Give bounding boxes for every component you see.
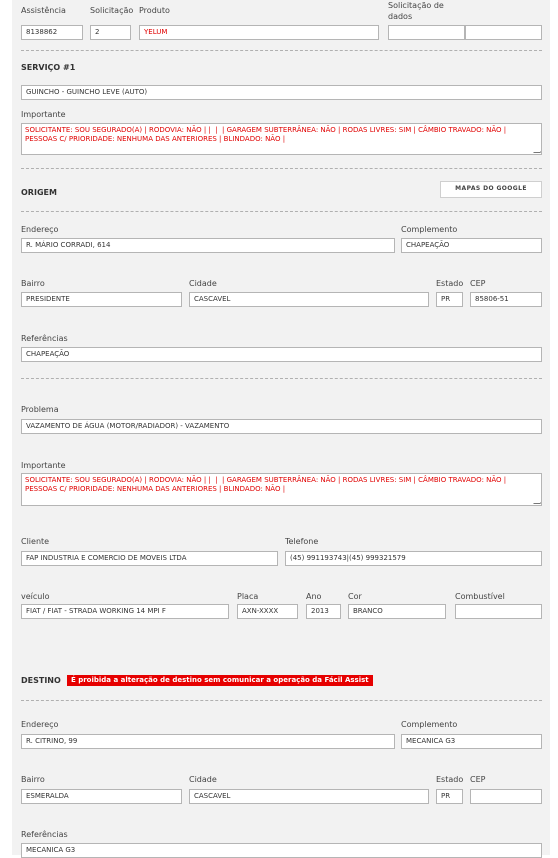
solicitacao-label: Solicitação [90, 6, 134, 15]
resize-grip-icon[interactable] [533, 497, 542, 504]
destino-title: DESTINO [21, 676, 61, 685]
destino-cep-label: CEP [470, 775, 486, 784]
ano-field[interactable]: 2013 [306, 604, 341, 619]
solicitacao-dados-label-line1: Solicitação de [388, 1, 444, 10]
destino-bairro-field[interactable]: ESMERALDA [21, 789, 182, 804]
combustivel-label: Combustível [455, 592, 505, 601]
solicitacao-field[interactable]: 2 [90, 25, 131, 40]
destino-warning-badge: É proibida a alteração de destino sem comunicar a operação da Fácil Assist [67, 675, 373, 686]
divider [21, 168, 542, 169]
servico-importante-label: Importante [21, 110, 66, 119]
veiculo-field[interactable]: FIAT / FIAT - STRADA WORKING 14 MPI F [21, 604, 229, 619]
servico-importante-textarea[interactable] [21, 123, 542, 155]
origem-cidade-field[interactable]: CASCAVEL [189, 292, 429, 307]
destino-cep-field[interactable] [470, 789, 542, 804]
destino-complemento-field[interactable]: MECANICA G3 [401, 734, 542, 749]
produto-label: Produto [139, 6, 170, 15]
cor-label: Cor [348, 592, 362, 601]
resize-grip-icon[interactable] [533, 146, 542, 153]
combustivel-field[interactable] [455, 604, 542, 619]
servico-importante-text: SOLICITANTE: SOU SEGURADO(A) | RODOVIA: NÃO | | | | GARAGEM SUBTERRÂNEA: NÃO | RODAS LIVRES: SIM | CÂMBIO TRAVADO: NÃO | PESSOAS C/ PRIORIDADE: NENHUMA DAS ANTERIORES | BLINDADO: NÃO | [25, 126, 507, 143]
origem-complemento-label: Complemento [401, 225, 458, 234]
destino-referencias-field[interactable]: MECANICA G3 [21, 843, 542, 858]
assistencia-field[interactable]: 8138862 [21, 25, 83, 40]
google-maps-button[interactable]: MAPAS DO GOOGLE [440, 181, 542, 198]
destino-complemento-label: Complemento [401, 720, 458, 729]
origem-cep-label: CEP [470, 279, 486, 288]
divider [21, 50, 542, 51]
telefone-field[interactable]: (45) 991193743|(45) 999321579 [285, 551, 542, 566]
problema-importante-label: Importante [21, 461, 66, 470]
origem-endereco-label: Endereço [21, 225, 59, 234]
destino-estado-label: Estado [436, 775, 464, 784]
destino-cidade-field[interactable]: CASCAVEL [189, 789, 429, 804]
problema-importante-text: SOLICITANTE: SOU SEGURADO(A) | RODOVIA: NÃO | | | | GARAGEM SUBTERRÂNEA: NÃO | RODAS LIVRES: SIM | CÂMBIO TRAVADO: NÃO | PESSOAS C/ PRIORIDADE: NENHUMA DAS ANTERIORES | BLINDADO: NÃO | [25, 476, 507, 493]
origem-referencias-field[interactable]: CHAPEAÇÃO [21, 347, 542, 362]
divider [21, 700, 542, 701]
veiculo-label: veículo [21, 592, 50, 601]
destino-referencias-label: Referências [21, 830, 68, 839]
destino-endereco-label: Endereço [21, 720, 59, 729]
destino-cidade-label: Cidade [189, 775, 217, 784]
origem-endereco-field[interactable]: R. MÁRIO CORRADI, 614 [21, 238, 395, 253]
produto-field[interactable]: YELUM [139, 25, 379, 40]
solicitacao-dados-field-2[interactable] [465, 25, 542, 40]
origem-estado-label: Estado [436, 279, 464, 288]
origem-complemento-field[interactable]: CHAPEAÇÃO [401, 238, 542, 253]
problema-importante-textarea[interactable] [21, 473, 542, 506]
destino-endereco-field[interactable]: R. CITRINO, 99 [21, 734, 395, 749]
origem-title: ORIGEM [21, 188, 57, 197]
placa-label: Placa [237, 592, 259, 601]
origem-cep-field[interactable]: 85806-51 [470, 292, 542, 307]
origem-referencias-label: Referências [21, 334, 68, 343]
assistencia-label: Assistência [21, 6, 66, 15]
telefone-label: Telefone [285, 537, 319, 546]
cliente-field[interactable]: FAP INDUSTRIA E COMERCIO DE MOVEIS LTDA [21, 551, 278, 566]
solicitacao-dados-label [388, 0, 444, 22]
ano-label: Ano [306, 592, 322, 601]
cliente-label: Cliente [21, 537, 50, 546]
solicitacao-dados-label-line2: dados [388, 12, 413, 21]
origem-estado-field[interactable]: PR [436, 292, 463, 307]
origem-bairro-field[interactable]: PRESIDENTE [21, 292, 182, 307]
problema-field[interactable]: VAZAMENTO DE ÁGUA (MOTOR/RADIADOR) - VAZAMENTO [21, 419, 542, 434]
placa-field[interactable]: AXN-XXXX [237, 604, 298, 619]
servico-title: SERVIÇO #1 [21, 63, 76, 72]
servico-field[interactable]: GUINCHO - GUINCHO LEVE (AUTO) [21, 85, 542, 100]
origem-cidade-label: Cidade [189, 279, 217, 288]
origem-bairro-label: Bairro [21, 279, 45, 288]
problema-label: Problema [21, 405, 59, 414]
divider [21, 211, 542, 212]
solicitacao-dados-field-1[interactable] [388, 25, 465, 40]
destino-bairro-label: Bairro [21, 775, 45, 784]
destino-estado-field[interactable]: PR [436, 789, 463, 804]
cor-field[interactable]: BRANCO [348, 604, 446, 619]
divider [21, 378, 542, 379]
